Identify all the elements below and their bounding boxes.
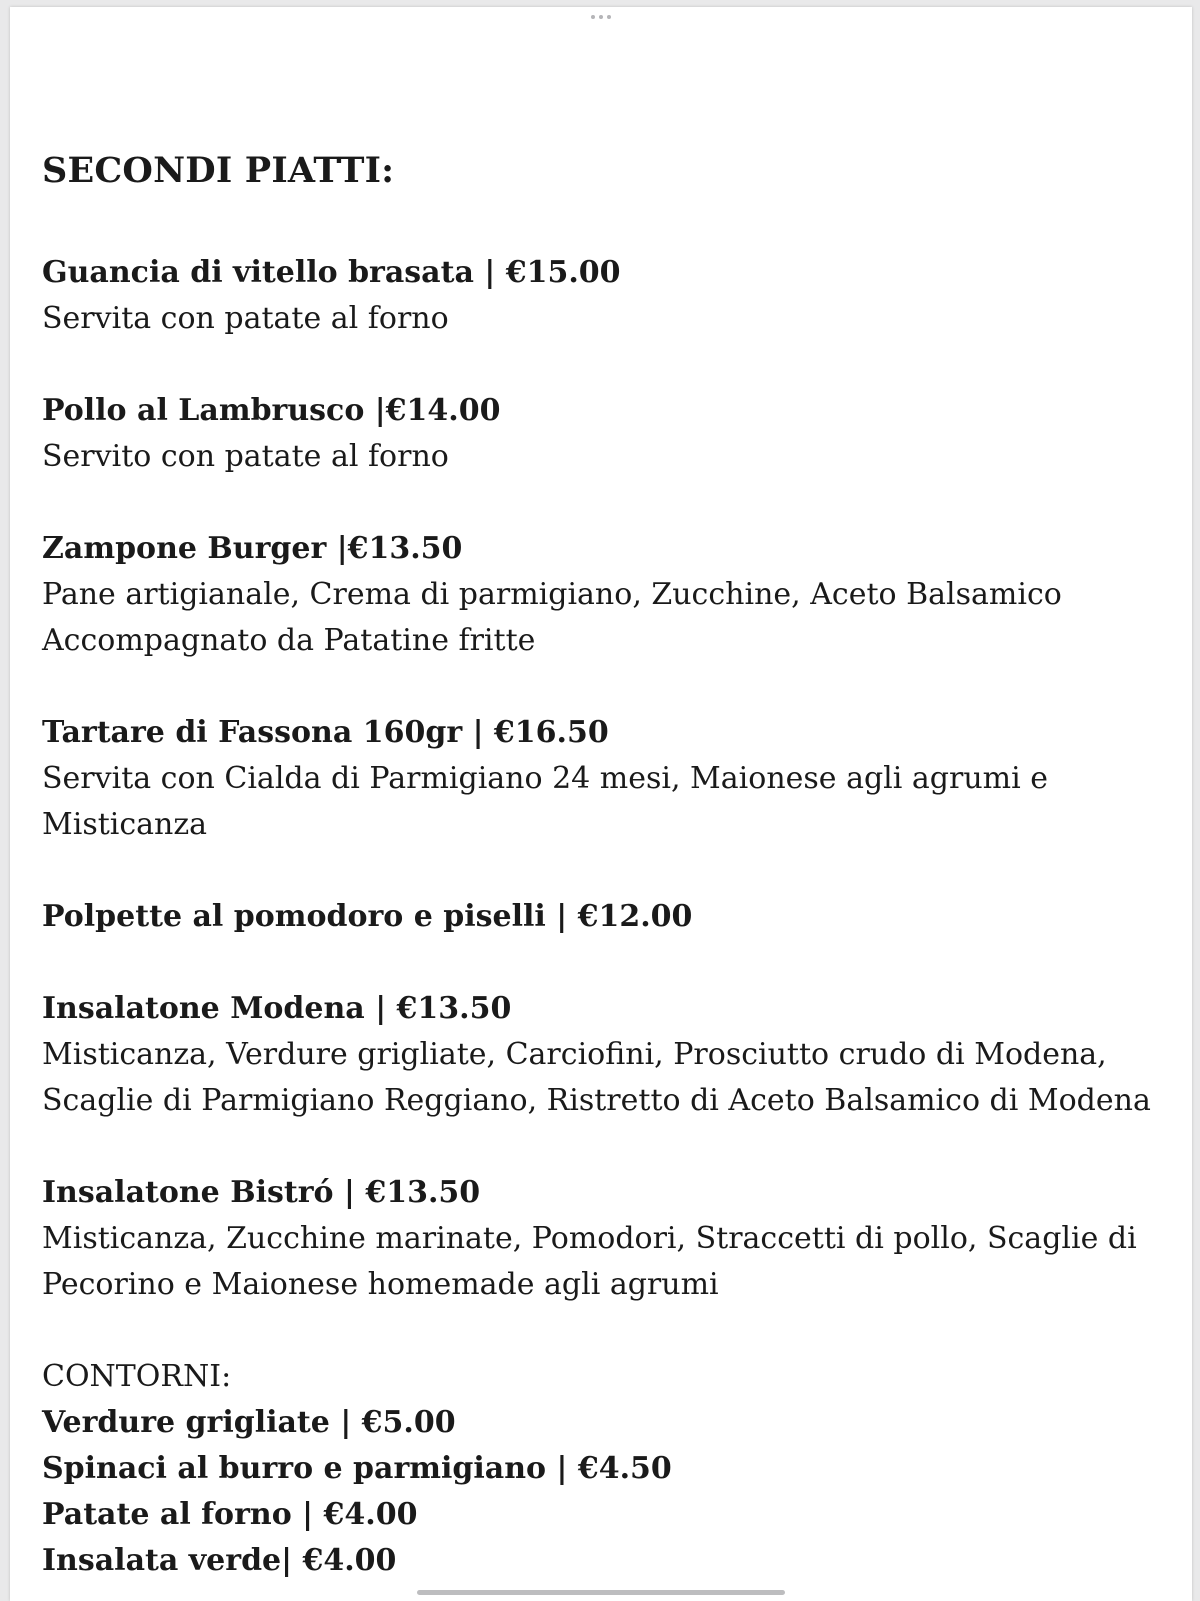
dish-title: Guancia di vitello brasata | €15.00: [42, 255, 621, 290]
dish-title: Polpette al pomodoro e piselli | €12.00: [42, 899, 693, 934]
dish-description: Servito con patate al forno: [42, 439, 449, 474]
dish-item: [42, 388, 1182, 480]
menu-content: [42, 148, 1182, 1584]
menu-sheet: [10, 7, 1192, 1601]
contorno-item: Insalata verde| €4.00: [42, 1543, 397, 1578]
dish-item: [42, 250, 1182, 342]
dish-item: [42, 526, 1182, 664]
contorni-title: CONTORNI:: [42, 1359, 232, 1394]
more-options-icon[interactable]: [591, 15, 611, 19]
dish-description: Misticanza, Verdure grigliate, Carciofini, Prosciutto crudo di Modena,: [42, 1037, 1107, 1072]
dish-title: Pollo al Lambrusco |€14.00: [42, 393, 501, 428]
contorno-item: Patate al forno | €4.00: [42, 1497, 418, 1532]
contorno-item: Verdure grigliate | €5.00: [42, 1405, 456, 1440]
dish-description: Scaglie di Parmigiano Reggiano, Ristretto di Aceto Balsamico di Modena: [42, 1083, 1151, 1118]
home-indicator[interactable]: [417, 1590, 785, 1595]
dish-title: Tartare di Fassona 160gr | €16.50: [42, 715, 609, 750]
dish-description: Pane artigianale, Crema di parmigiano, Zucchine, Aceto Balsamico: [42, 577, 1062, 612]
dish-description: Misticanza: [42, 807, 208, 842]
contorni-section: [42, 1354, 1182, 1584]
dish-title: Insalatone Bistró | €13.50: [42, 1175, 481, 1210]
dish-item: [42, 894, 1182, 940]
dish-description: Pecorino e Maionese homemade agli agrumi: [42, 1267, 719, 1302]
dish-title: Insalatone Modena | €13.50: [42, 991, 512, 1026]
contorno-item: Spinaci al burro e parmigiano | €4.50: [42, 1451, 672, 1486]
dish-description: Misticanza, Zucchine marinate, Pomodori, Straccetti di pollo, Scaglie di: [42, 1221, 1137, 1256]
section-title: SECONDI PIATTI:: [42, 150, 395, 191]
dish-description: Accompagnato da Patatine fritte: [42, 623, 536, 658]
dish-title: Zampone Burger |€13.50: [42, 531, 463, 566]
dish-item: [42, 1170, 1182, 1308]
dish-item: [42, 986, 1182, 1124]
dish-item: [42, 710, 1182, 848]
dish-description: Servita con Cialda di Parmigiano 24 mesi, Maionese agli agrumi e: [42, 761, 1048, 796]
dish-description: Servita con patate al forno: [42, 301, 449, 336]
